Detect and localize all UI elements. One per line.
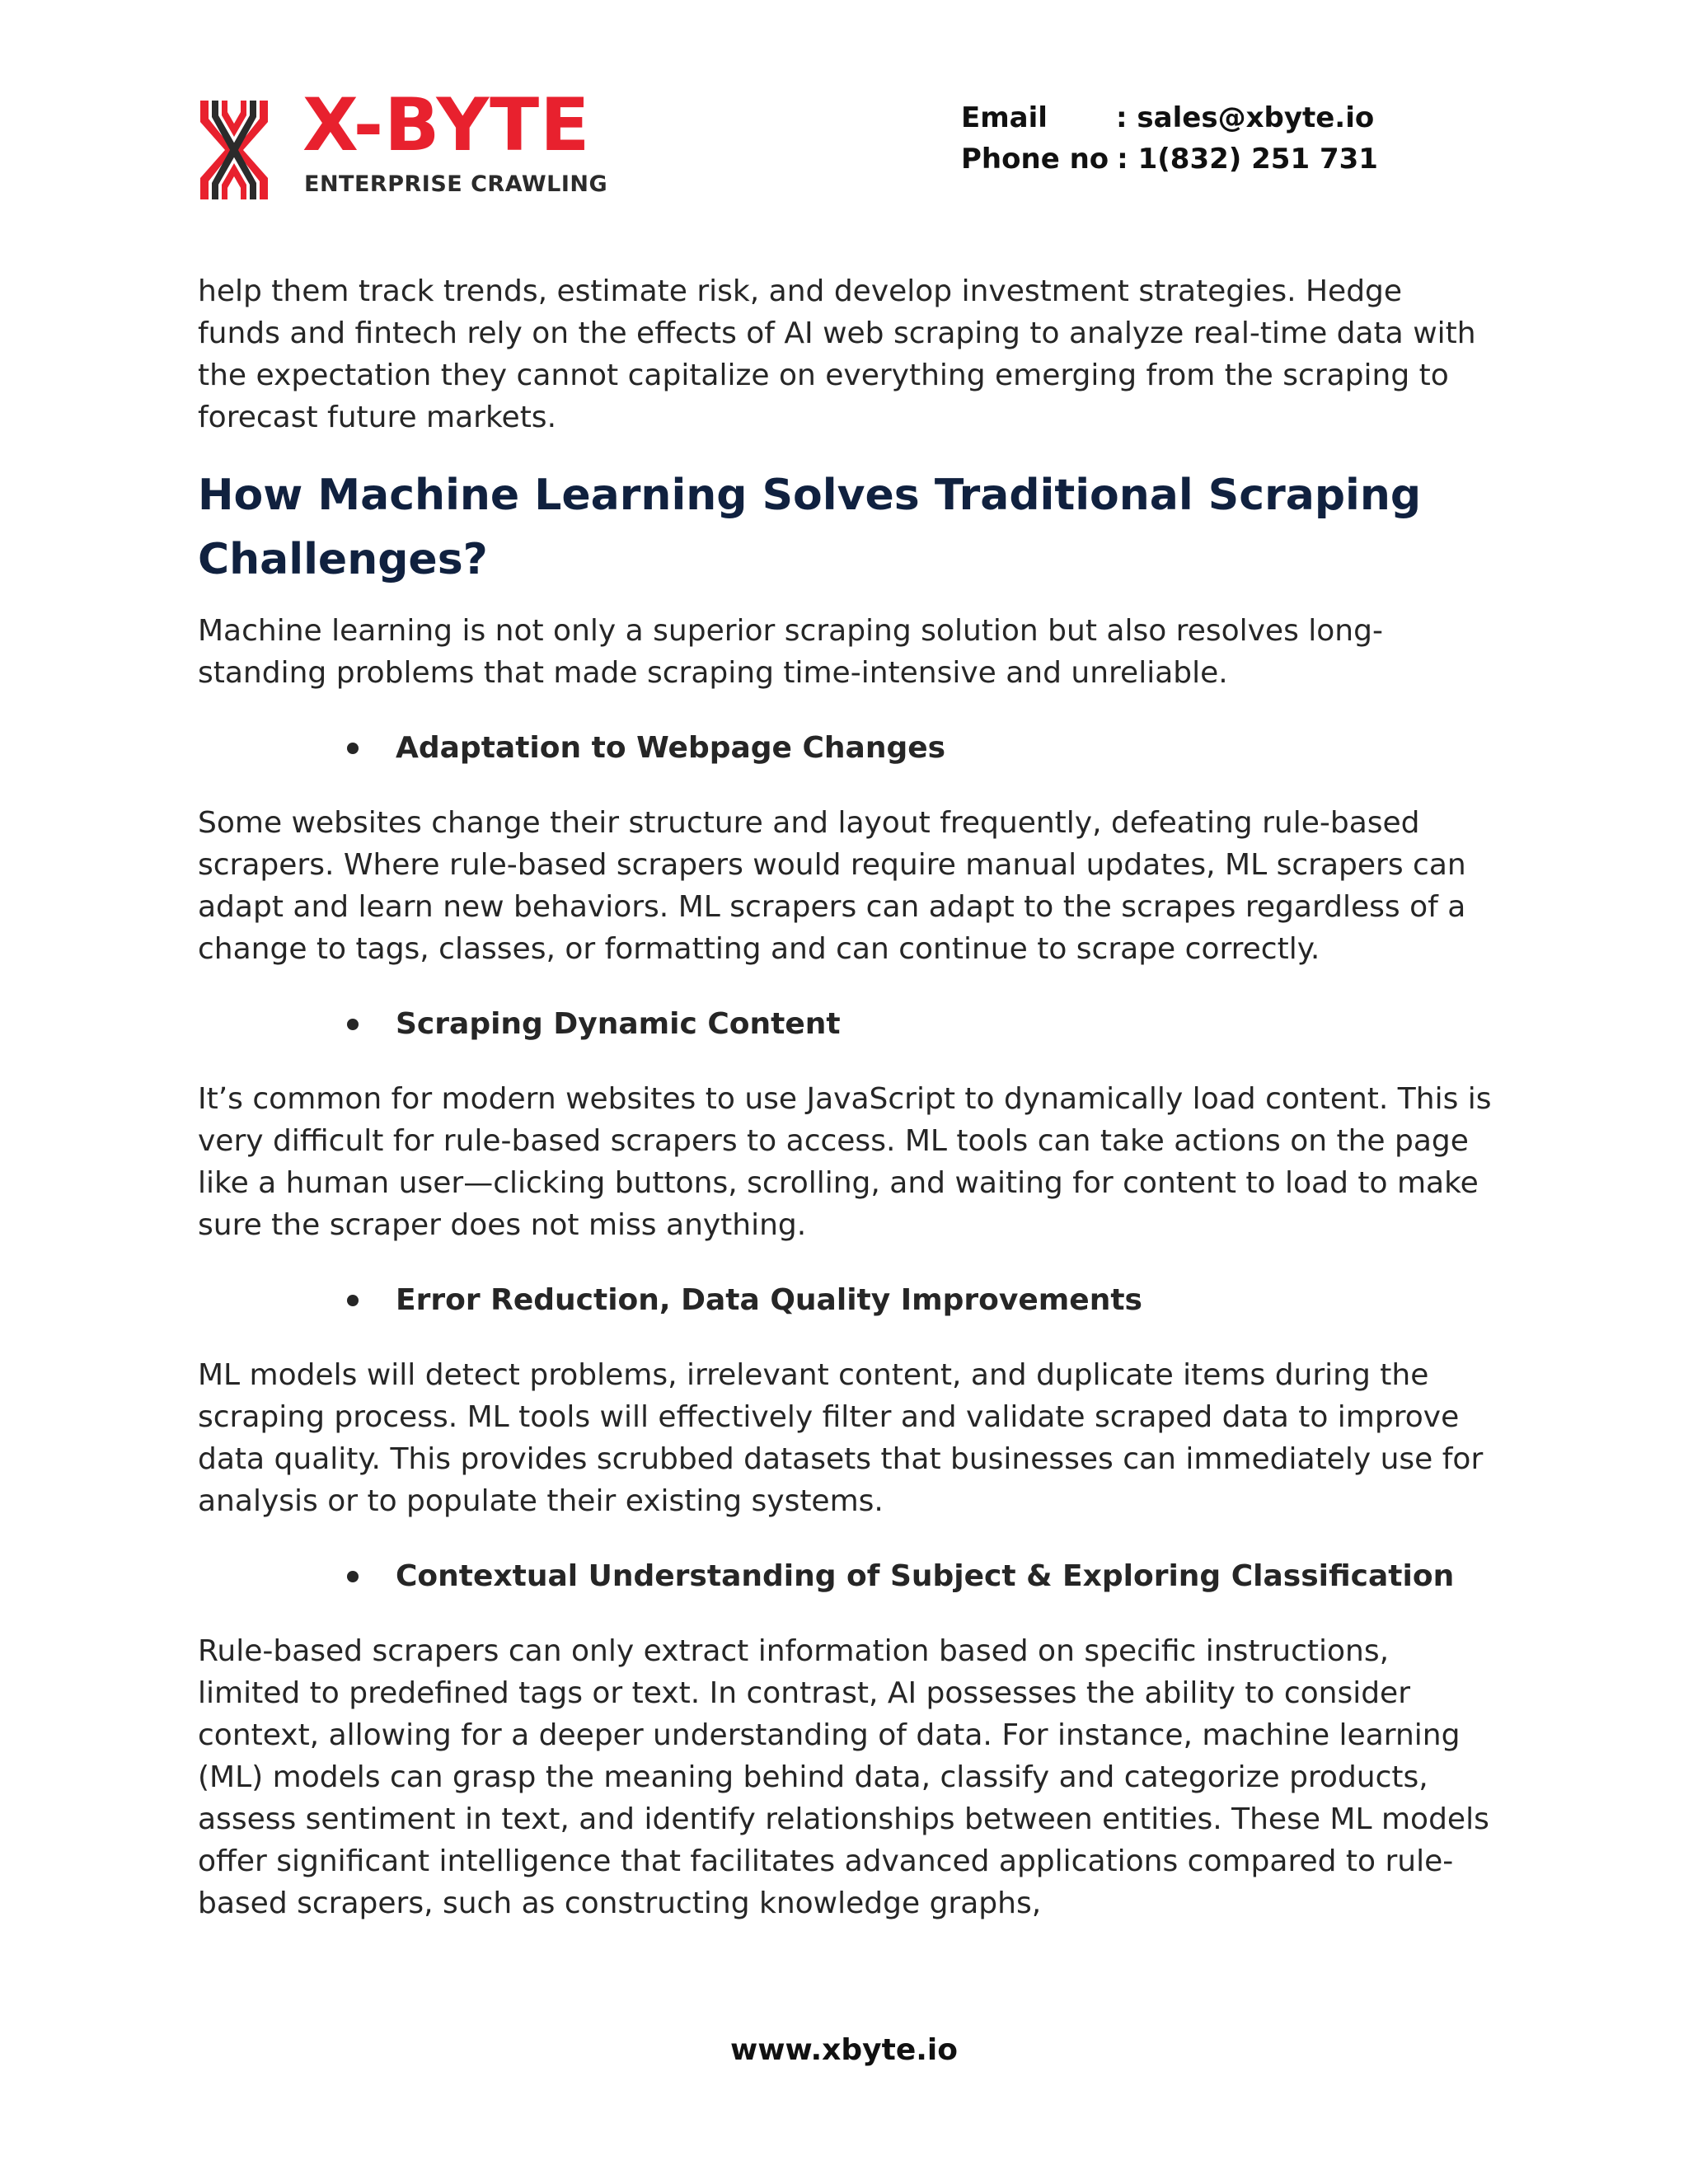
bullet-heading (347, 1003, 1492, 1045)
contact-info (961, 97, 1378, 180)
bullet-paragraph: ML models will detect problems, irrelevant content, and duplicate items during the scraping process. ML tools will effectively filter and validate scraped data to improve data quality. This provides scrubbed datasets that businesses can immediately use for analysis or to populate their existing systems. (198, 1358, 1484, 1518)
bullet-title: Adaptation to Webpage Changes (396, 731, 946, 765)
company-logo (200, 82, 608, 199)
phone-row (961, 138, 1378, 180)
bullet-title: Error Reduction, Data Quality Improvements (396, 1283, 1142, 1317)
bullet-dot-icon (347, 743, 359, 754)
document-body (198, 270, 1492, 1924)
logo-tagline: ENTERPRISE CRAWLING (304, 171, 608, 197)
bullet-dot-icon (347, 1571, 359, 1582)
section-heading: How Machine Learning Solves Traditional Scraping Challenges? (198, 471, 1422, 584)
x-byte-logo-mark-icon (200, 101, 268, 199)
bullet-paragraph: It’s common for modern websites to use JavaScript to dynamically load content. This is very difficult for rule-based scrapers to access. ML tools can take actions on the page like a human user—clicking buttons, scrolling, and waiting for content to load to make sure the scraper does not miss anything. (198, 1082, 1492, 1242)
email-row (961, 97, 1378, 138)
bullet-paragraph: Some websites change their structure and layout frequently, defeating rule-based scrapers. Where rule-based scrapers would require manual updates, ML scrapers can adapt and learn new behaviors. ML scrapers can adapt to the scrapes regardless of a change to tags, classes, or formatting and can continue to scrape correctly. (198, 806, 1466, 966)
email-label: Email (961, 101, 1048, 134)
footer-website-link[interactable]: www.xbyte.io (730, 2033, 958, 2067)
email-value[interactable]: : sales@xbyte.io (1116, 101, 1375, 134)
phone-value: : 1(832) 251 731 (1117, 143, 1378, 176)
bullet-heading (347, 1555, 1492, 1597)
logo-wordmark: X-BYTE (302, 82, 591, 167)
bullet-title: Contextual Understanding of Subject & Exploring Classification (396, 1559, 1455, 1593)
bullet-dot-icon (347, 1295, 359, 1306)
bullet-dot-icon (347, 1019, 359, 1030)
intro-paragraph: help them track trends, estimate risk, and develop investment strategies. Hedge funds and fintech rely on the effects of AI web scraping to analyze real-time data with the expectation they cannot capitalize on everything emerging from the scraping to forecast future markets. (198, 274, 1476, 434)
phone-label: Phone no (961, 143, 1109, 176)
bullet-title: Scraping Dynamic Content (396, 1007, 841, 1041)
bullet-heading (347, 727, 1492, 769)
section-lead-paragraph: Machine learning is not only a superior scraping solution but also resolves long-standing problems that made scraping time-intensive and unreliable. (198, 614, 1383, 690)
bullet-heading (347, 1279, 1492, 1321)
bullet-paragraph: Rule-based scrapers can only extract information based on specific instructions, limited to predefined tags or text. In contrast, AI possesses the ability to consider context, allowing for a deeper understanding of data. For instance, machine learning (ML) models can grasp the meaning behind data, classify and categorize products, assess sentiment in text, and identify relationships between entities. These ML models offer significant intelligence that facilitates advanced applications compared to rule-based scrapers, such as constructing knowledge graphs, (198, 1634, 1489, 1920)
